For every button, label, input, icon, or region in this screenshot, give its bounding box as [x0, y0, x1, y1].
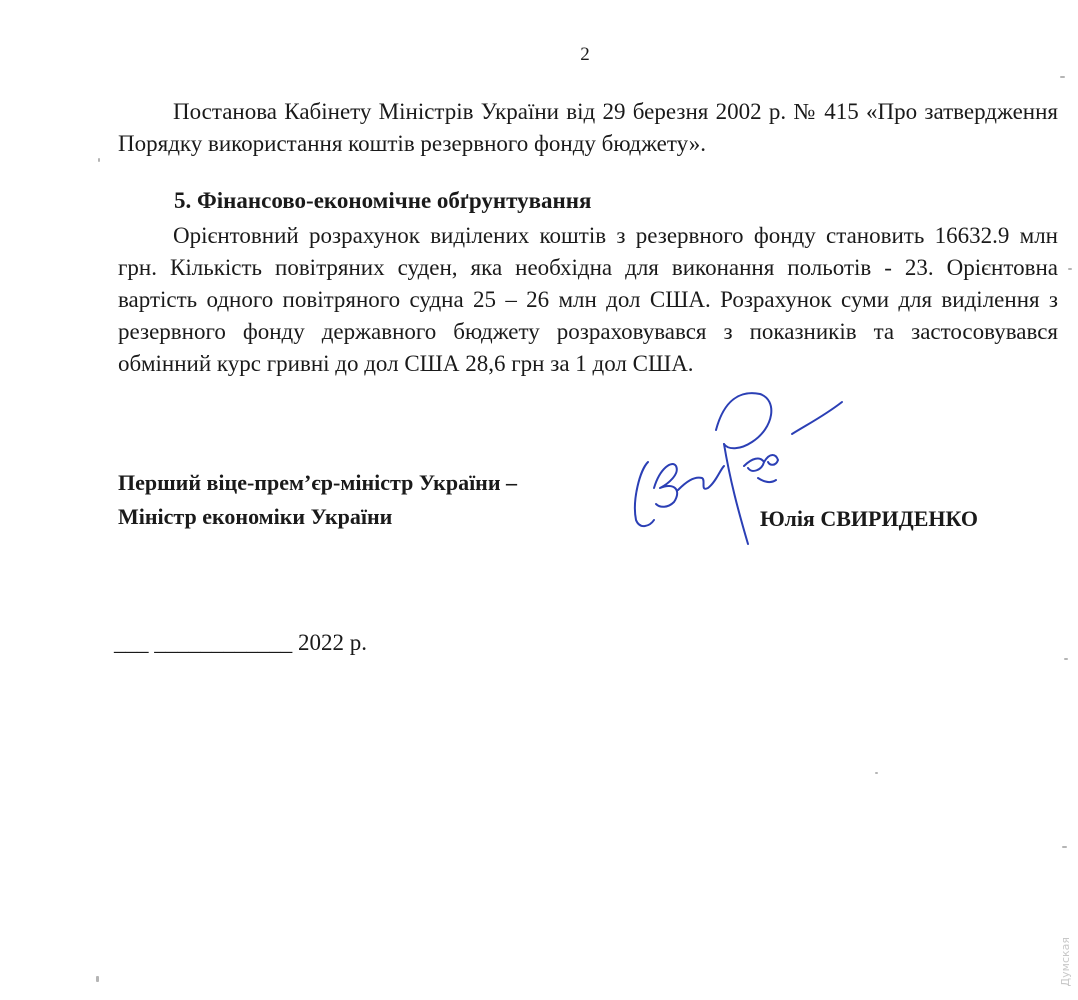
- scan-speck: [1062, 846, 1067, 848]
- scan-speck: [1068, 268, 1072, 270]
- section-heading: 5. Фінансово-економічне обґрунтування: [174, 188, 592, 213]
- signatory-title: [118, 466, 517, 534]
- scan-speck: [875, 772, 878, 774]
- signatory-title-line1: Перший віце-прем’єр-міністр України –: [118, 470, 518, 495]
- scan-speck: [1060, 76, 1065, 78]
- scan-speck: [96, 976, 99, 982]
- signatory-name: Юлія СВИРИДЕНКО: [760, 506, 979, 531]
- section-body: Орієнтовний розрахунок виділених коштів з резервного фонду становить 16632.9 млн грн. Кількість повітряних суден, яка необхідна для виконання польотів - 23. Орієнтовна вартість одного повітряного судна 25 – 26 млн дол США. Розрахунок суми для виділення з резервного фонду державного бюджету розраховувався з показників та застосовувався обмінний курс гривні до дол США 28,6 грн за 1 дол США.: [118, 223, 1058, 376]
- date-line: ___ ____________ 2022 р.: [114, 630, 367, 655]
- scan-speck: [1064, 658, 1068, 660]
- scan-speck: [98, 158, 100, 162]
- page-number: 2: [580, 44, 590, 65]
- watermark: Думская: [1059, 936, 1072, 986]
- reference-paragraph: Постанова Кабінету Міністрів України від 29 березня 2002 р. № 415 «Про затвердження Порядку використання коштів резервного фонду бюджету».: [118, 99, 1058, 156]
- signatory-title-line2: Міністр економіки України: [118, 504, 393, 529]
